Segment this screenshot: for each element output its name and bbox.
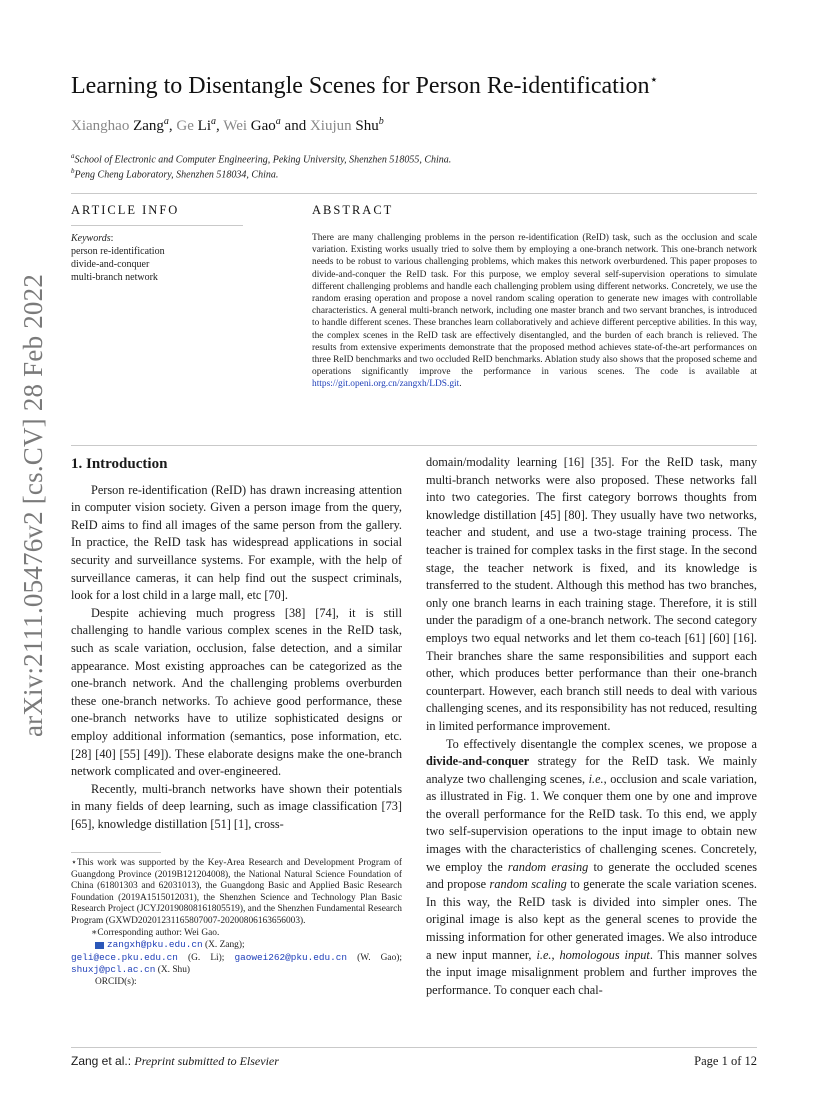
footnote-rule [71,852,161,853]
keyword: person re-identification [71,246,165,257]
footer-citation: Zang et al.: Preprint submitted to Elsevier [71,1054,279,1068]
author[interactable]: Xiujun Shu$^b$ [309,116,384,134]
section-heading: 1. Introduction [71,456,168,472]
divider [71,225,243,226]
corresponding-author: ∗Corresponding author: Wei Gao. [91,927,220,938]
orcid-label: ORCID(s): [95,976,137,987]
funding-note: ⋆This work was supported by the Key-Area Research and Development Program of Guangdong Province (2019B121204008), the National Natural Science Foundation of China (61801303 and 62031013), the Guangdong Basic and Applied Basic Research Foundation (2019A1515012031), the Shenzhen Science and Technology Plan Basic Research Project (JCYJ20190808161805519), and the Shenzhen Fundamental Research Program (GXWD20201231165807007-20200806163656003). [71,858,402,926]
affiliation: $^b$Peng Cheng Laboratory, Shenzhen 518034, China. [71,167,279,181]
title-mark: ⋆ [649,73,659,88]
paragraph: Despite achieving much progress [38] [74], it is still challenging to handle various complex scenes in the ReID task, such as scale variation, occlusion, false detection, and a similar appearance. Most existing approaches can be categorized as the one-branch network. And the challenging problems overburden these one-branch networks. To achieve good performance, these one-branch networks have to utilize sophisticated designs or employ additional information (semantics, pose information, etc. [28] [40] [55] [49]). These elaborate designs make the one-branch network complicated and over-engineered. [71,605,402,779]
paragraph: To effectively disentangle the complex scenes, we propose a divide-and-conquer strategy for the ReID task. We mainly analyze two challenging scenes, i.e., occlusion and scale variation, as illustrated in Fig. 1. We conquer them one by one and improve the overall performance for the ReID task. To this end, we apply two self-supervision operations to the input image to obtain new images with the characteristics of challenging scenes. Concretely, we employ the random erasing to generate the occluded scenes and propose random scaling to generate the scale variation scenes. In this way, the ReID task is divided into simpler ones. The original image is also kept as the general scenes to provide the missing information for other generated images. We also introduce a new input manner, i.e., homologous input. This manner solves the input image misalignment problem and further improves the performance. To conquer each chal- [426,736,758,997]
email-list: zangxh@pku.edu.cn (X. Zang); geli@ece.pku.edu.cn (G. Li); gaowei262@pku.edu.cn (W. Gao); shuxj@pcl.ac.cn (X. Shu) [71,939,402,976]
keyword: divide-and-conquer [71,259,150,270]
page-number: Page 1 of 12 [694,1054,757,1068]
footer-divider [71,1047,757,1048]
abstract-body: There are many challenging problems in the person re-identification (ReID) task, such as the occlusion and scale variation. Existing works usually tried to solve them by employing a one-branch network. This one-branch network needs to be robust to various challenging problems, which makes this network overburdened. This paper proposes to divide-and-conquer the ReID task. For this purpose, we employ several self-supervision operations to simulate different challenging problems and handle each challenging problem using different networks. Concretely, we use the random erasing operation and propose a novel random scaling operation to generate new images with controllable characteristics. A general multi-branch network, including one master branch and two servant branches, is introduced to handle different scenes. These branches learn collaboratively and achieve different perceptive abilities. In this way, the complex scenes in the ReID task are effectively disentangled, and the burden of each branch is relieved. The results from extensive experiments demonstrate that the proposed method achieves state-of-the-art performances on three ReID benchmarks and two occluded ReID benchmarks. Ablation study also shows that the proposed scheme and operations significantly improve the performance in various scenes. The code is available at https://git.openi.org.cn/zangxh/LDS.git. [312,233,757,390]
title-text: Learning to Disentangle Scenes for Person Re-identification [71,73,650,99]
article-info-heading: ARTICLE INFO [71,203,180,217]
mail-icon [95,942,104,949]
paragraph: Person re-identification (ReID) has drawn increasing attention in computer vision society. Given a person image from the query, ReID aims to find all images of the same person from the gallery. In practice, the ReID task has widespread applications in social security and surveillance systems. For example, with the help of surveillance cameras, it can help find out the suspect criminals, look for a lost child in a large mall, etc [70]. [71,482,402,603]
divider [71,445,757,446]
keywords: Keywords: person re-identification divide-and-conquer multi-branch network [71,233,165,283]
arxiv-id: arXiv:2111.05476v2 [cs.CV] 28 Feb 2022 [18,273,49,737]
author[interactable]: Xianghao Zang$^a$ [71,116,169,134]
abstract-heading: ABSTRACT [312,203,394,217]
arxiv-stamp [14,273,54,737]
divider [71,193,757,194]
left-column [71,454,402,833]
author[interactable]: Ge Li$^a$ [176,116,216,134]
paragraph: domain/modality learning [16] [35]. For the ReID task, many multi-branch networks were also proposed. These networks fall into two categories. The first category borrows thoughts from knowledge distillation [45] [80]. They usually have two networks, teacher and student, and use a two-stage training process. The teacher is trained for complex tasks in the first stage. In the second stage, the teacher network is fixed, and its knowledge is transferred to the student. Although this method has two branches, only one branch learns in each training stage. Therefore, it is still under the paradigm of a one-branch network. The second category employs two equal networks and let them co-teach [61] [60] [16]. Their branches share the same responsibilities and support each other, which produces better performance than their one-branch counterpart. However, each branch still needs to deal with various challenging scenes, and its responsibility has not reduced, resulting in limited performance improvement. [426,455,757,733]
author-list: Xianghao Zang$^a$, Ge Li$^a$, Wei Gao$^a$ and Xiujun Shu$^b$ [71,116,384,134]
right-column [426,454,757,999]
paper-title [71,72,658,100]
paragraph: Recently, multi-branch networks have shown their potentials in many fields of deep learning, such as image classification [73] [65], knowledge distillation [51] [1], cross- [71,781,402,831]
footnote [71,858,402,989]
keyword: multi-branch network [71,272,158,283]
affiliation: $^a$School of Electronic and Computer Engineering, Peking University, Shenzhen 518055, China. [71,152,452,166]
author[interactable]: Wei Gao$^a$ [223,116,281,134]
code-link[interactable]: https://git.openi.org.cn/zangxh/LDS.git [312,379,460,390]
